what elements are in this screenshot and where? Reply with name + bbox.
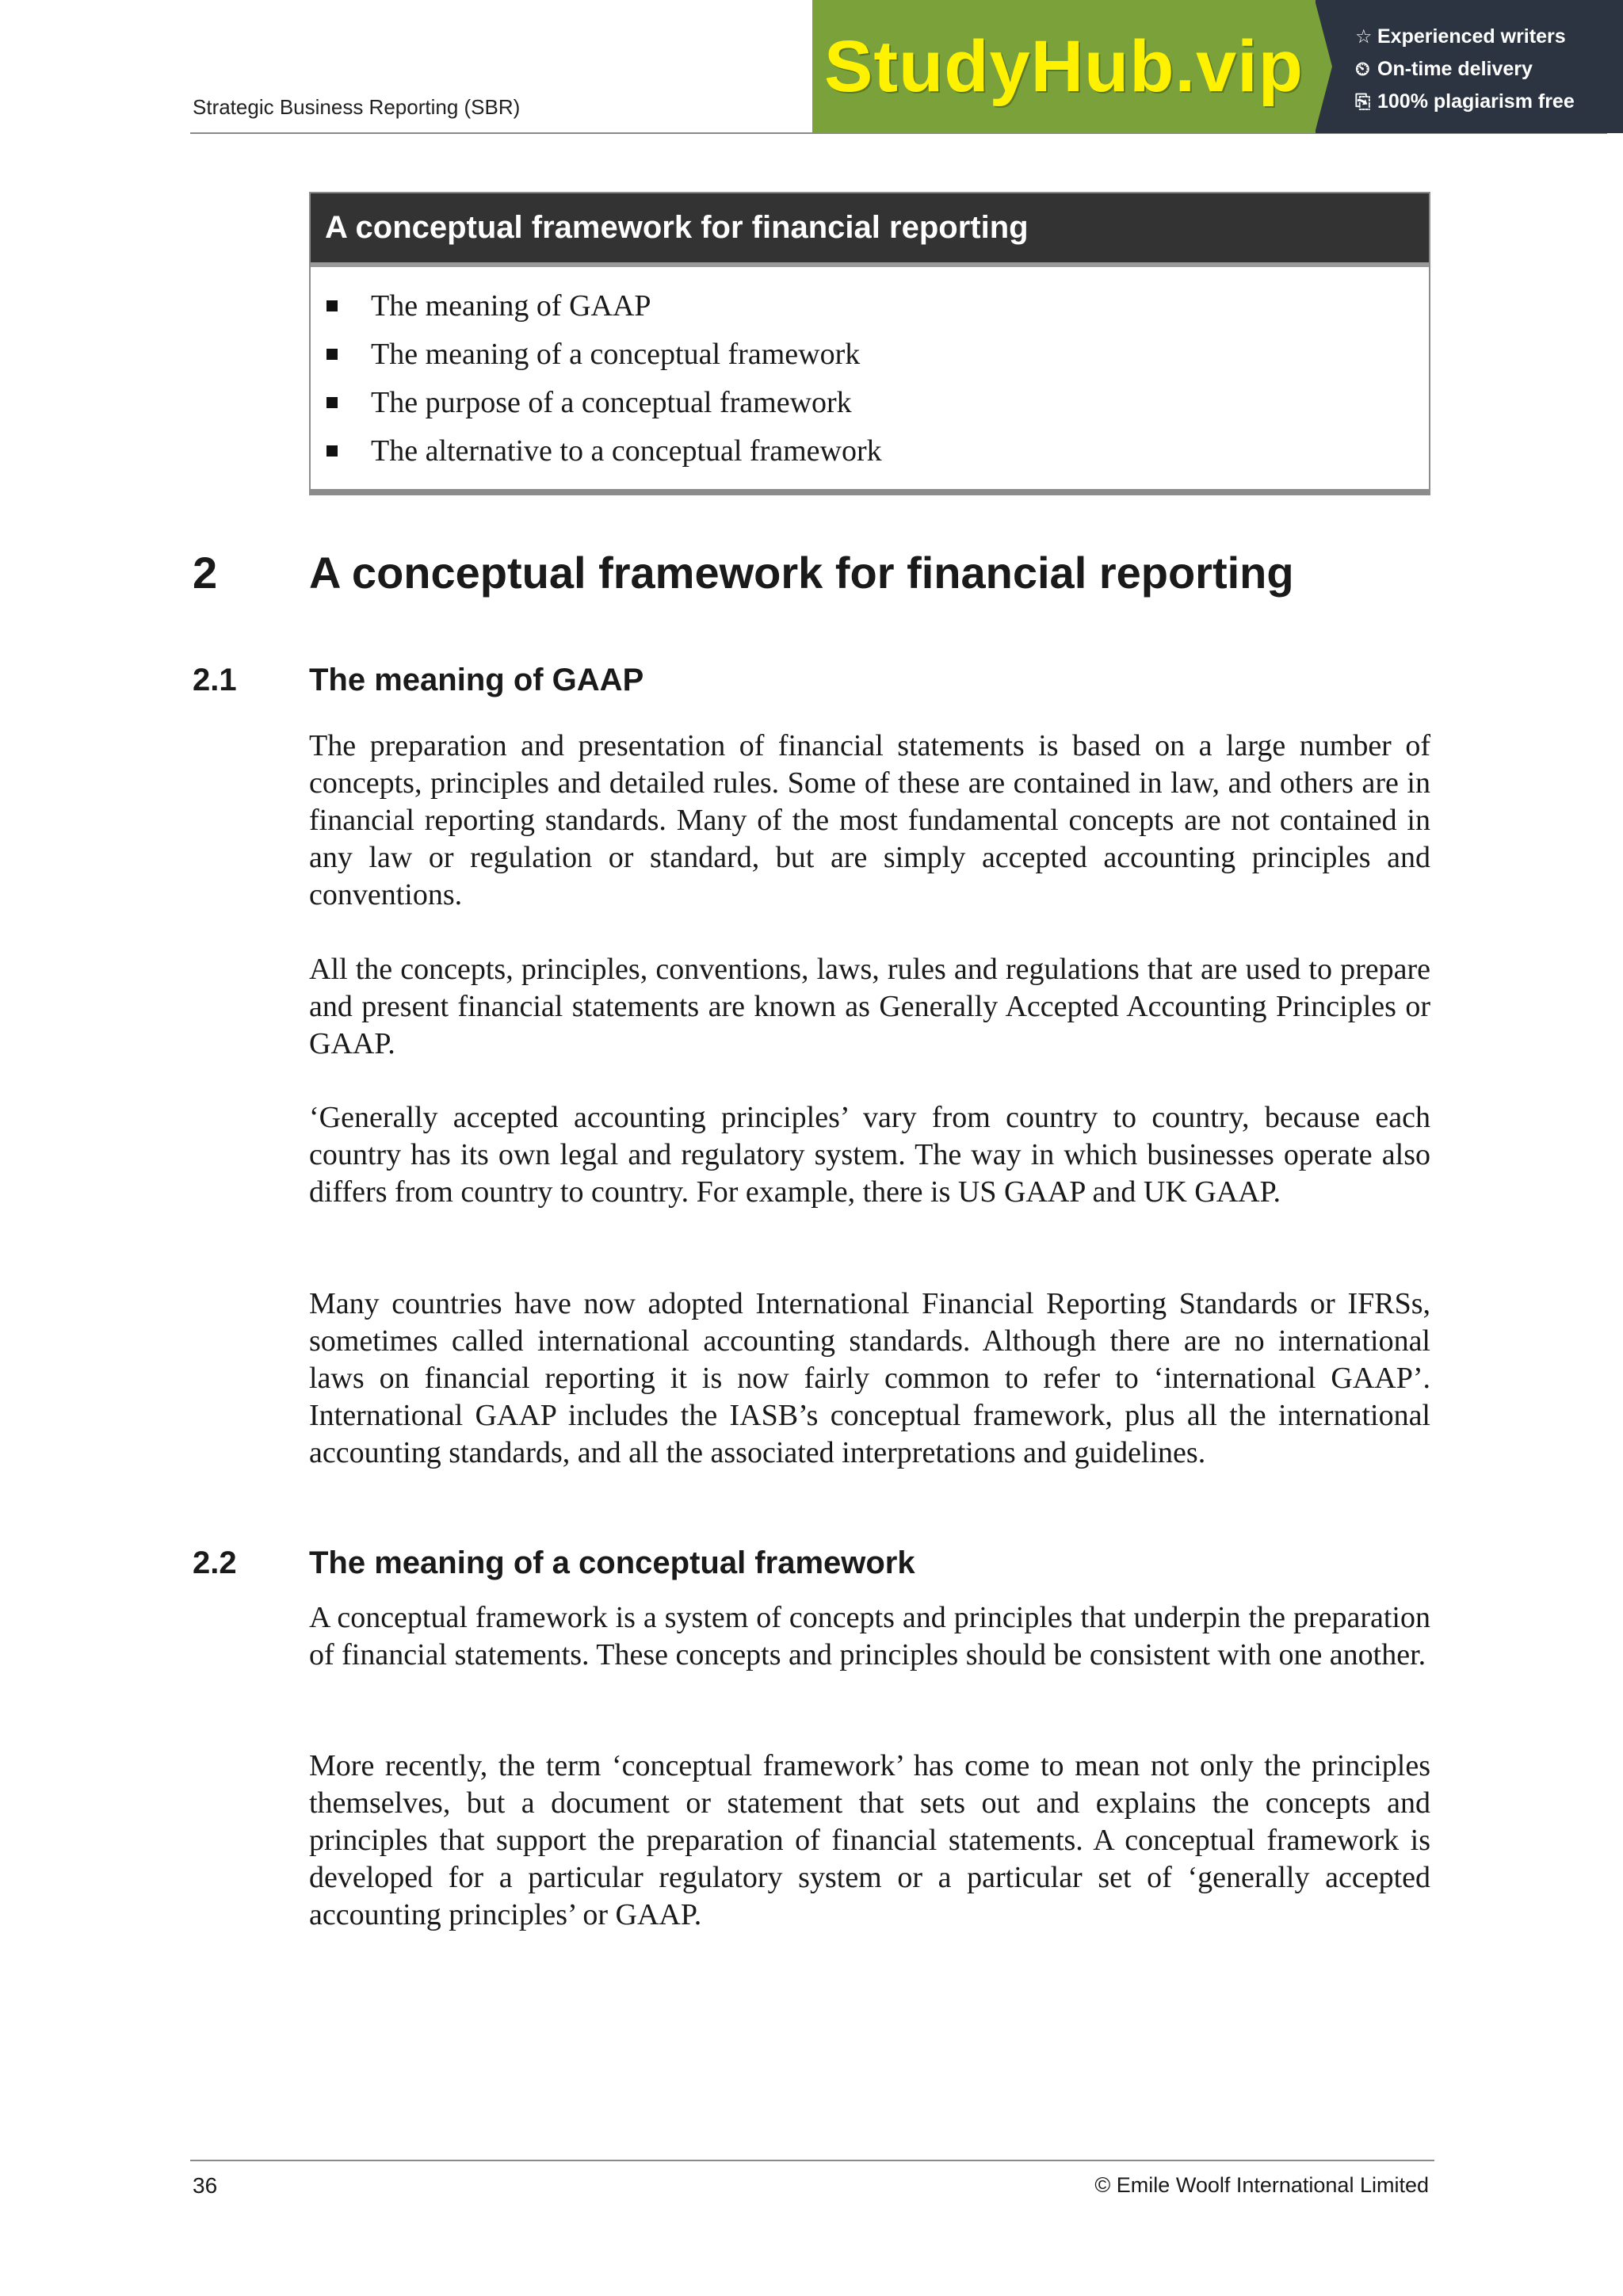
body-paragraph: All the concepts, principles, conventions, laws, rules and regulations that are used to prepare and present financial statements are known as Generally Accepted Accounting Principles or GAAP. — [309, 953, 1430, 1060]
star-icon: ☆ — [1355, 26, 1373, 48]
body-paragraph: A conceptual framework is a system of concepts and principles that underpin the preparation of financial statements. These concepts and principles should be consistent with one another. — [309, 1601, 1430, 1671]
subsection-number: 2.2 — [193, 1545, 237, 1580]
clock-icon: ⏲ — [1355, 59, 1370, 80]
subsection-title: The meaning of a conceptual framework — [309, 1545, 915, 1580]
summary-title: A conceptual framework for financial reporting — [325, 210, 1029, 245]
banner-perks-panel[interactable] — [1316, 0, 1623, 133]
square-bullet-icon — [327, 349, 338, 360]
square-bullet-icon — [327, 397, 338, 408]
summary-item-text: The purpose of a conceptual framework — [371, 386, 852, 419]
square-bullet-icon — [327, 300, 338, 311]
square-bullet-icon — [327, 445, 338, 457]
body-paragraph: Many countries have now adopted International Financial Reporting Standards or IFRSs, sometimes called international accounting standards. Although there are no international laws on financial reporting it is now fairly common to refer to ‘international GAAP’. International GAAP includes the IASB’s conceptual framework, plus all the international accounting standards, and all the associated interpretations and guidelines. — [309, 1287, 1430, 1469]
running-header: Strategic Business Reporting (SBR) — [193, 95, 521, 119]
footer-rule — [190, 2160, 1434, 2161]
perk-label: 100% plagiarism free — [1377, 90, 1575, 113]
body-paragraph: More recently, the term ‘conceptual framework’ has come to mean not only the principles themselves, but a document or statement that sets out and explains the concepts and principles that support the preparation of financial statements. A conceptual framework is developed for a particular regulatory system or a particular set of ‘generally accepted accounting principles’ or GAAP. — [309, 1749, 1430, 1931]
summary-item — [327, 433, 1429, 481]
copy-icon: ⎘ — [1355, 91, 1371, 113]
summary-list — [311, 267, 1429, 481]
perk-on-time-delivery — [1355, 53, 1623, 86]
body-paragraph: The preparation and presentation of financial statements is based on a large number of concepts, principles and detailed rules. Some of these are contained in law, and others are in financial reporting standards. Many of the most fundamental concepts are not contained in any law or regulation or standard, but are simply accepted accounting principles and conventions. — [309, 729, 1430, 911]
summary-item — [327, 336, 1429, 384]
perk-plagiarism-free — [1355, 86, 1623, 118]
summary-item-text: The alternative to a conceptual framework — [371, 434, 882, 468]
summary-item — [327, 288, 1429, 336]
section-title: A conceptual framework for financial reporting — [309, 548, 1294, 598]
summary-bottom-rule — [309, 489, 1430, 495]
chapter-summary-box — [309, 192, 1430, 495]
studyhub-logo[interactable]: StudyHub.vip — [824, 25, 1304, 107]
perk-label: Experienced writers — [1377, 25, 1566, 48]
summary-item-text: The meaning of a conceptual framework — [371, 338, 861, 371]
summary-title-bar — [311, 193, 1429, 267]
banner-logo-panel[interactable] — [812, 0, 1316, 133]
copyright-notice: © Emile Woolf International Limited — [1094, 2173, 1429, 2197]
perk-experienced-writers — [1355, 21, 1623, 53]
body-paragraph: ‘Generally accepted accounting principles’ vary from country to country, because each country has its own legal and regulatory system. The way in which businesses operate also differs from country to country. For example, there is US GAAP and UK GAAP. — [309, 1101, 1430, 1209]
page-number: 36 — [193, 2173, 218, 2198]
summary-item-text: The meaning of GAAP — [371, 289, 651, 323]
subsection-number: 2.1 — [193, 663, 237, 697]
subsection-title: The meaning of GAAP — [309, 663, 644, 697]
section-number: 2 — [193, 548, 218, 598]
summary-item — [327, 384, 1429, 433]
perk-label: On-time delivery — [1377, 58, 1533, 80]
